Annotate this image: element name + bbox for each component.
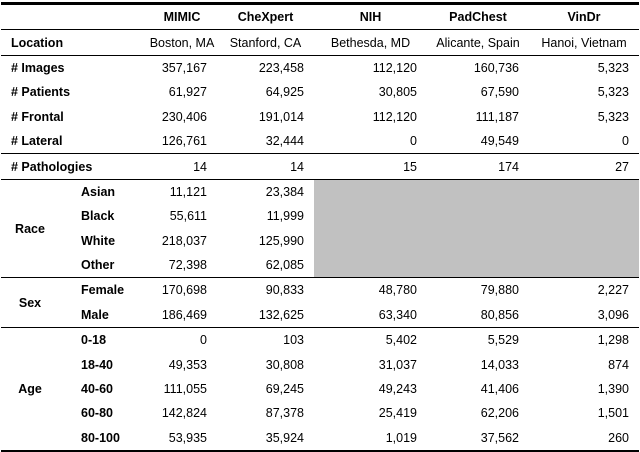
group-row [1, 352, 639, 376]
value-cell: 103 [283, 333, 304, 348]
stat-row [1, 129, 639, 154]
value-cell: 186,469 [147, 303, 217, 328]
value-cell: 142,824 [161, 406, 207, 421]
location-cell: Alicante, Spain [427, 30, 529, 55]
group-label: Race [1, 179, 59, 278]
location-label: Location [1, 30, 147, 55]
missing-data-cell [314, 204, 427, 228]
missing-data-cell [314, 229, 427, 253]
header-row [1, 4, 639, 30]
group-row [1, 328, 639, 353]
value-cell: 49,353 [168, 357, 207, 372]
subcategory-label: 60-80 [81, 406, 113, 421]
stat-row [1, 80, 639, 104]
subcategory-label: Asian [81, 184, 116, 199]
location-cell: Stanford, CA [217, 30, 314, 55]
value-cell: 79,880 [480, 283, 519, 298]
value-cell: 0 [200, 333, 207, 348]
value-cell: 1,501 [597, 406, 629, 421]
value-cell: 35,924 [265, 430, 304, 445]
subcategory-label: Black [81, 209, 115, 224]
stat-row [1, 105, 639, 129]
value-cell: 5,323 [597, 60, 629, 75]
value-cell: 80,856 [427, 303, 529, 328]
value-cell: 87,378 [265, 406, 304, 421]
group-row [1, 204, 639, 228]
column-header: NIH [314, 4, 427, 30]
value-cell: 72,398 [147, 253, 217, 278]
missing-data-cell [427, 179, 529, 204]
group-row [1, 401, 639, 425]
missing-data-cell [529, 179, 639, 204]
value-cell: 223,458 [258, 60, 304, 75]
value-cell: 15 [314, 154, 427, 179]
column-header: MIMIC [147, 4, 217, 30]
value-cell: 2,227 [597, 283, 629, 298]
column-header: PadChest [427, 4, 529, 30]
value-cell: 126,761 [147, 129, 217, 154]
row-label: # Images [11, 60, 65, 75]
missing-data-cell [427, 253, 529, 278]
missing-data-cell [427, 204, 529, 228]
group-row [1, 229, 639, 253]
value-cell: 63,340 [314, 303, 427, 328]
value-cell: 5,402 [385, 333, 417, 348]
value-cell: 49,243 [378, 382, 417, 397]
value-cell: 160,736 [473, 60, 519, 75]
row-label: # Lateral [1, 129, 147, 154]
subcategory-label: 18-40 [81, 357, 113, 372]
value-cell: 0 [529, 129, 639, 154]
value-cell: 27 [529, 154, 639, 179]
value-cell: 11,121 [169, 184, 207, 199]
value-cell: 111,187 [475, 109, 519, 124]
value-cell: 3,096 [529, 303, 639, 328]
missing-data-cell [314, 179, 427, 204]
location-cell: Hanoi, Vietnam [529, 30, 639, 55]
value-cell: 14,033 [480, 357, 519, 372]
value-cell: 112,120 [372, 60, 417, 75]
missing-data-cell [529, 229, 639, 253]
value-cell: 230,406 [161, 109, 207, 124]
group-row [1, 253, 639, 278]
value-cell: 49,549 [427, 129, 529, 154]
group-row [1, 377, 639, 401]
value-cell: 112,120 [372, 109, 417, 124]
subcategory-label: 80-100 [81, 430, 120, 445]
pathologies-row [1, 154, 639, 179]
value-cell: 14 [217, 154, 314, 179]
value-cell: 1,019 [385, 430, 417, 445]
column-header: CheXpert [217, 4, 314, 30]
table-body [1, 30, 639, 452]
corner-cell [1, 4, 147, 30]
value-cell: 25,419 [378, 406, 417, 421]
value-cell: 62,085 [217, 253, 314, 278]
missing-data-cell [529, 204, 639, 228]
value-cell: 191,014 [258, 109, 304, 124]
row-label: # Patients [11, 85, 71, 100]
subcategory-label: 0-18 [81, 333, 107, 348]
value-cell: 30,805 [378, 85, 417, 100]
value-cell: 23,384 [265, 184, 304, 199]
value-cell: 55,611 [169, 209, 207, 224]
value-cell: 69,245 [265, 382, 304, 397]
subcategory-label: White [81, 233, 116, 248]
value-cell: 1,390 [597, 382, 629, 397]
missing-data-cell [529, 253, 639, 278]
value-cell: 32,444 [217, 129, 314, 154]
value-cell: 90,833 [265, 283, 304, 298]
group-label: Sex [1, 278, 59, 328]
value-cell: 260 [608, 430, 629, 445]
value-cell: 1,298 [597, 333, 629, 348]
value-cell: 31,037 [378, 357, 417, 372]
group-row [1, 278, 639, 303]
value-cell: 132,625 [217, 303, 314, 328]
location-cell: Bethesda, MD [314, 30, 427, 55]
row-label: # Frontal [11, 109, 64, 124]
group-label: Age [1, 328, 59, 452]
table-head [1, 4, 639, 30]
value-cell: 5,323 [597, 109, 629, 124]
location-cell: Boston, MA [147, 30, 217, 55]
value-cell: 111,055 [163, 382, 207, 397]
value-cell: 218,037 [161, 233, 207, 248]
value-cell: 125,990 [258, 233, 304, 248]
value-cell: 67,590 [480, 85, 519, 100]
value-cell: 357,167 [161, 60, 207, 75]
value-cell: 0 [314, 129, 427, 154]
missing-data-cell [314, 253, 427, 278]
row-label: # Pathologies [1, 154, 147, 179]
location-row [1, 30, 639, 55]
group-row [1, 426, 639, 452]
value-cell: 48,780 [378, 283, 417, 298]
value-cell: 11,999 [266, 209, 304, 224]
value-cell: 53,935 [168, 430, 207, 445]
subcategory-label: 40-60 [81, 382, 113, 397]
group-row [1, 303, 639, 328]
value-cell: 5,529 [487, 333, 519, 348]
value-cell: 170,698 [161, 283, 207, 298]
value-cell: 41,406 [480, 382, 519, 397]
subcategory-label: Female [81, 283, 125, 298]
value-cell: 62,206 [480, 406, 519, 421]
value-cell: 64,925 [265, 85, 304, 100]
value-cell: 174 [427, 154, 529, 179]
value-cell: 874 [608, 357, 629, 372]
dataset-comparison-table [1, 2, 639, 452]
value-cell: 14 [147, 154, 217, 179]
value-cell: 5,323 [597, 85, 629, 100]
group-row [1, 179, 639, 204]
value-cell: 61,927 [168, 85, 207, 100]
subcategory-label: Other [59, 253, 147, 278]
value-cell: 37,562 [480, 430, 519, 445]
stat-row [1, 55, 639, 80]
subcategory-label: Male [59, 303, 147, 328]
column-header: VinDr [529, 4, 639, 30]
missing-data-cell [427, 229, 529, 253]
value-cell: 30,808 [265, 357, 304, 372]
